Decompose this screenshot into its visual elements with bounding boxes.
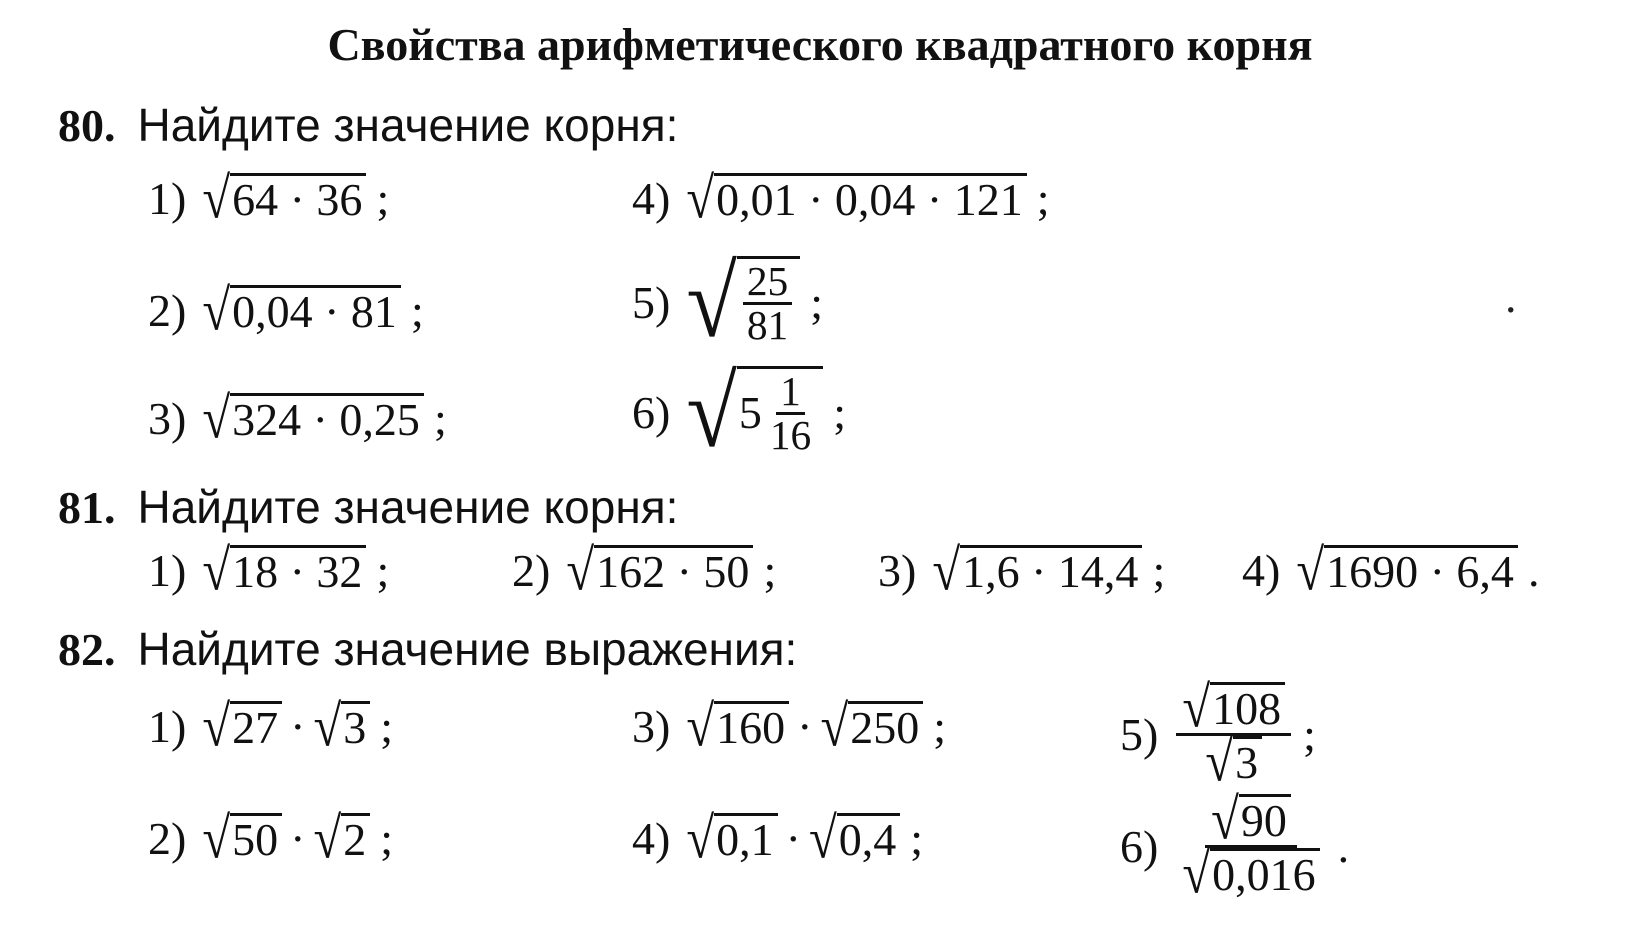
item-label: 3) — [148, 393, 187, 444]
sqrt-expression: √ 250 — [820, 701, 923, 752]
task-prompt: Найдите значение корня: — [137, 481, 679, 533]
item-punctuation: ; — [833, 386, 846, 438]
radicand: 162 · 50 — [594, 545, 753, 596]
task-81-item-3 — [878, 537, 1166, 602]
task-82-item-3 — [632, 693, 946, 758]
radicand: 50 — [230, 813, 282, 864]
sqrt-expression: √ 3 — [1205, 736, 1262, 787]
task-82-item-4 — [632, 805, 923, 870]
task-80-item-2 — [148, 277, 424, 342]
item-punctuation: ; — [810, 276, 823, 328]
numerator: 25 — [743, 261, 792, 305]
radicand: 0,016 — [1210, 848, 1320, 899]
task-82-heading — [58, 622, 797, 676]
fraction — [1176, 674, 1291, 794]
item-punctuation: ; — [1303, 709, 1316, 761]
radicand: 1690 · 6,4 — [1324, 545, 1518, 596]
sqrt-expression: √ 1,6 · 14,4 — [932, 545, 1142, 596]
task-prompt: Найдите значение выражения: — [137, 623, 798, 675]
task-number: 81. — [58, 482, 116, 533]
multiply-dot: · — [290, 701, 306, 752]
multiply-dot: · — [290, 813, 306, 864]
radicand: 18 · 32 — [230, 545, 366, 596]
item-label: 2) — [512, 545, 551, 596]
item-punctuation: ; — [380, 813, 393, 864]
sqrt-expression: √ 5 $\frac{1}{16}$ — [686, 366, 823, 458]
numerator: 1 — [776, 371, 805, 415]
item-label: 1) — [148, 173, 187, 224]
task-number: 82. — [58, 624, 116, 675]
radicand: 0,1 — [714, 813, 778, 864]
sqrt-expression: √ 108 — [1182, 682, 1285, 733]
radicand: 27 — [230, 701, 282, 752]
task-82-item-2 — [148, 805, 393, 870]
item-punctuation: ; — [1152, 545, 1166, 596]
radicand: 3 — [341, 701, 370, 752]
sqrt-expression: √ 3 — [313, 701, 370, 752]
task-80-item-4 — [632, 165, 1050, 230]
task-81-item-4 — [1242, 537, 1540, 602]
item-punctuation: ; — [763, 545, 777, 596]
radicand: 64 · 36 — [230, 173, 366, 224]
item-label: 5) — [1120, 709, 1159, 761]
task-80-heading — [58, 98, 678, 152]
whole-part: 5 — [738, 387, 762, 439]
sqrt-expression: √ 160 — [686, 701, 789, 752]
sqrt-expression: √ 50 — [202, 813, 282, 864]
task-prompt: Найдите значение корня: — [137, 99, 679, 151]
task-81-item-2 — [512, 537, 777, 602]
item-label: 3) — [632, 701, 671, 752]
item-punctuation: ; — [1036, 173, 1050, 224]
item-label: 4) — [632, 173, 671, 224]
edge-mark: . — [1505, 271, 1517, 322]
task-80-item-1 — [148, 165, 390, 230]
fraction — [743, 257, 792, 348]
radicand: 108 — [1210, 682, 1285, 733]
item-punctuation: . — [1527, 545, 1540, 596]
radicand: 0,04 · 81 — [230, 285, 401, 336]
item-punctuation: ; — [380, 701, 393, 752]
radicand: 1,6 · 14,4 — [960, 545, 1142, 596]
item-punctuation: ; — [376, 545, 390, 596]
sqrt-expression: √ 90 — [1211, 794, 1291, 845]
radicand: 3 — [1233, 736, 1262, 787]
task-80-item-3 — [148, 385, 447, 450]
item-punctuation: . — [1337, 821, 1350, 873]
item-punctuation: ; — [376, 173, 390, 224]
sqrt-expression: √ 162 · 50 — [566, 545, 753, 596]
item-label: 6) — [1120, 821, 1159, 873]
task-80-item-5 — [632, 245, 823, 359]
radicand: 324 · 0,25 — [230, 393, 424, 444]
item-label: 4) — [1242, 545, 1281, 596]
multiply-dot: · — [797, 701, 813, 752]
item-punctuation: ; — [910, 813, 923, 864]
item-label: 2) — [148, 285, 187, 336]
radicand: 90 — [1239, 794, 1291, 845]
sqrt-expression: √ 0,016 — [1182, 848, 1319, 899]
sqrt-expression: √ 0,4 — [809, 813, 900, 864]
radicand: 2 — [341, 813, 370, 864]
task-82-item-5 — [1120, 674, 1316, 794]
denominator: 16 — [769, 412, 812, 458]
item-label: 6) — [632, 386, 671, 438]
sqrt-expression: √ $\frac{25}{81}$ — [686, 256, 800, 348]
item-label: 3) — [878, 545, 917, 596]
item-punctuation: ; — [933, 701, 946, 752]
fraction — [1176, 786, 1325, 906]
sqrt-expression: √ 18 · 32 — [202, 545, 366, 596]
radicand: 250 — [848, 701, 923, 752]
sqrt-expression: √ 0,04 · 81 — [202, 285, 401, 336]
item-label: 4) — [632, 813, 671, 864]
radicand: 0,01 · 0,04 · 121 — [714, 173, 1027, 224]
sqrt-expression: √ 2 — [313, 813, 370, 864]
radicand: 160 — [714, 701, 789, 752]
task-number: 80. — [58, 100, 116, 151]
task-82-item-1 — [148, 693, 393, 758]
radicand: 0,4 — [837, 813, 901, 864]
task-80-item-6 — [632, 355, 846, 469]
sqrt-expression: √ 64 · 36 — [202, 173, 366, 224]
sqrt-expression: √ 0,01 · 0,04 · 121 — [686, 173, 1026, 224]
denominator: 81 — [746, 302, 789, 348]
item-label: 1) — [148, 545, 187, 596]
sqrt-expression: √ 27 — [202, 701, 282, 752]
task-81-item-1 — [148, 537, 390, 602]
item-punctuation: ; — [433, 393, 447, 444]
fraction — [766, 367, 815, 458]
item-punctuation: ; — [410, 285, 424, 336]
item-label: 1) — [148, 701, 187, 752]
sqrt-expression: √ 1690 · 6,4 — [1296, 545, 1518, 596]
task-82-item-6 — [1120, 786, 1350, 906]
sqrt-expression: √ 324 · 0,25 — [202, 393, 424, 444]
page-title: Свойства арифметического квадратного корня — [327, 19, 1313, 70]
item-label: 5) — [632, 276, 671, 328]
multiply-dot: · — [785, 813, 801, 864]
item-label: 2) — [148, 813, 187, 864]
sqrt-expression: √ 0,1 — [686, 813, 777, 864]
task-81-heading — [58, 480, 678, 534]
